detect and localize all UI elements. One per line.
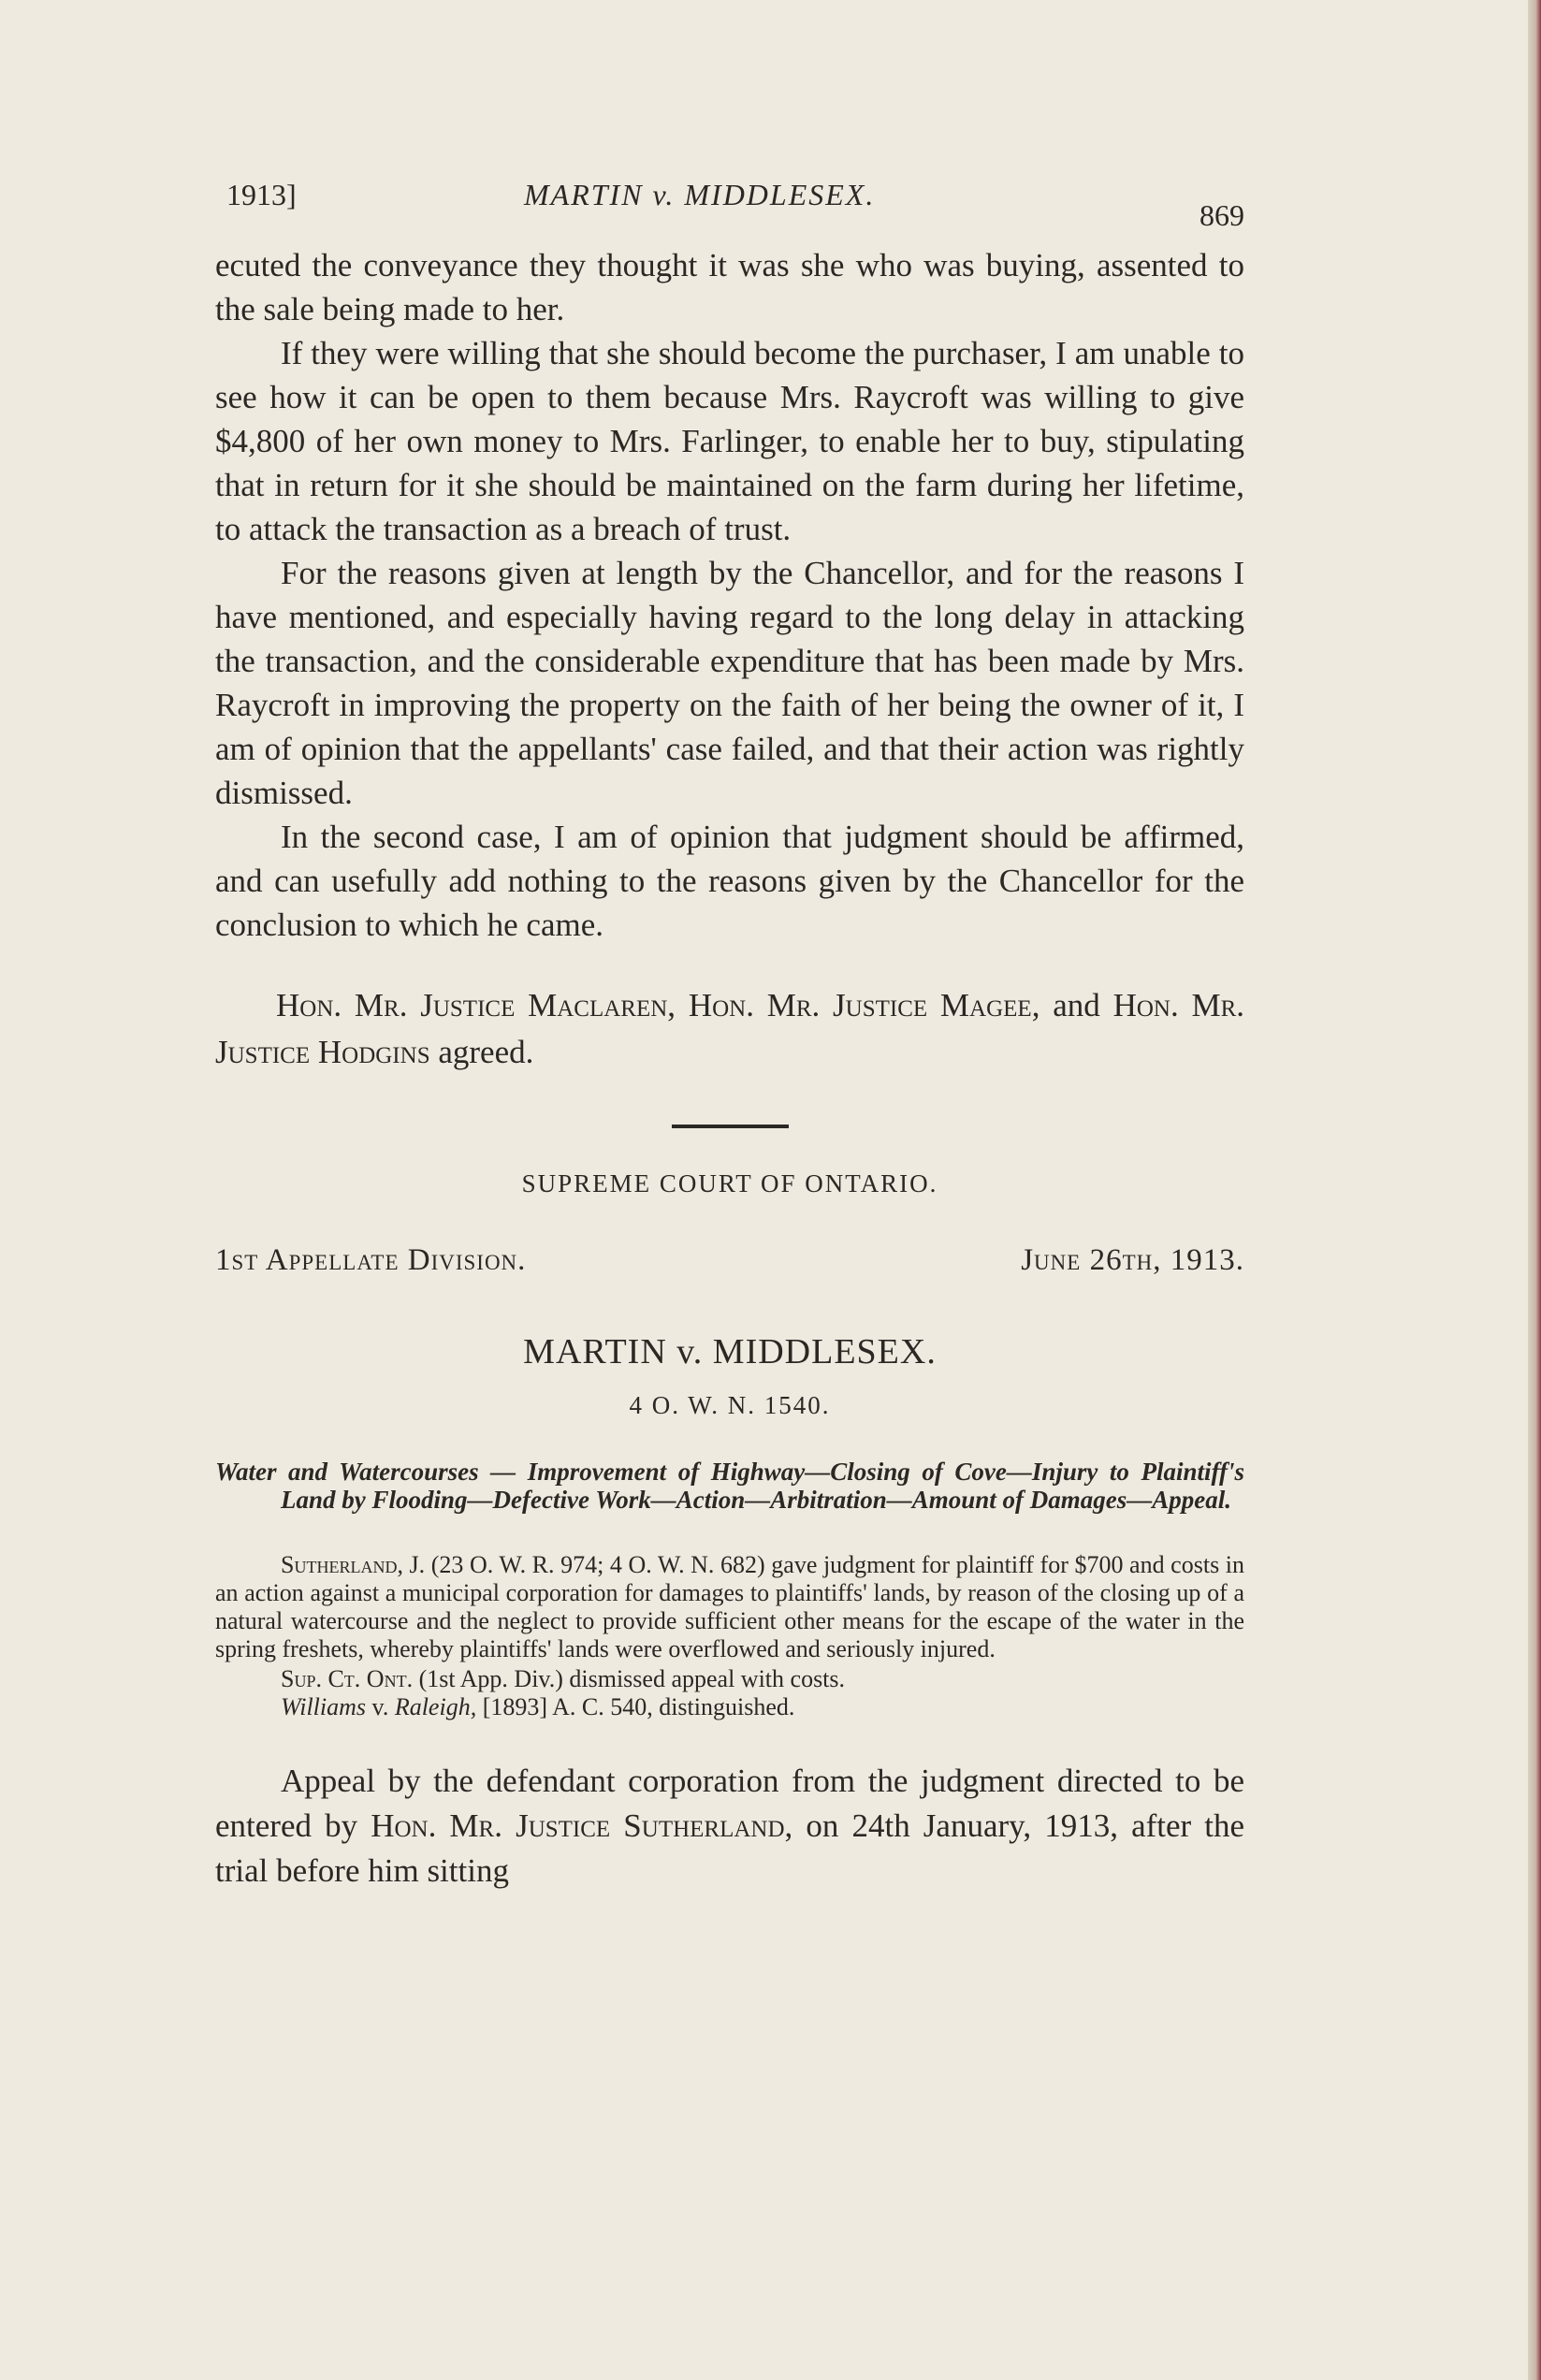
body-paragraph: In the second case, I am of opinion that judgment should be affirmed, and can usefully add nothing to the reasons given by the Chancellor for the conclusion to which he came. — [215, 819, 1244, 943]
book-page — [215, 178, 1244, 1894]
cited-case-party1: Williams — [281, 1693, 367, 1720]
holding-court: Sup. Ct. Ont. — [281, 1665, 414, 1692]
appeal-paragraph — [215, 1759, 1244, 1894]
page-number: 869 — [1199, 198, 1244, 232]
summary-judge: Sutherland, J. — [281, 1551, 426, 1578]
case-title: MARTIN v. MIDDLESEX. — [523, 1332, 937, 1371]
appeal-judge: Hon. Mr. Justice Sutherland, — [371, 1807, 793, 1844]
body-paragraph: If they were willing that she should become the purchaser, I am unable to see how it can be open to them because Mrs. Raycroft was willing to give $4,800 of her own money to Mrs. Farlinger, to enable her to buy, stipulating that in return for it she should be maintained on the farm during her lifetime, to attack the transaction as a breach of trust. — [215, 335, 1244, 547]
case-holding — [215, 1665, 1244, 1721]
agreed-judges-2: Hon. Mr. Justice Hodgins — [215, 987, 1245, 1070]
case-summary — [215, 1551, 1244, 1663]
court-name: SUPREME COURT OF ONTARIO. — [521, 1169, 938, 1197]
running-head — [215, 178, 1244, 243]
division-row — [215, 1243, 1244, 1299]
agreed-judges-1: Hon. Mr. Justice Maclaren, Hon. Mr. Justice Magee, — [276, 987, 1040, 1023]
running-head-title: MARTIN v. MIDDLESEX. — [524, 178, 876, 211]
cited-case-party2: Raleigh, — [394, 1693, 477, 1720]
agreed-and: and — [1053, 987, 1100, 1023]
cited-case-ref: [1893] A. C. 540, distinguished. — [482, 1693, 795, 1720]
cited-case-v: v. — [371, 1693, 389, 1720]
running-head-year: 1913] — [226, 178, 297, 211]
judges-agreed — [215, 982, 1244, 1076]
page-edge — [1528, 0, 1541, 2380]
appeal-start: Appeal by the defendant corporation from the judgment directed to be entered by — [215, 1763, 1244, 1844]
division-name: 1st Appellate Division. — [215, 1243, 527, 1277]
appeal-end: on 24th January, 1913, after the trial before him sitting — [215, 1807, 1245, 1889]
body-paragraph: For the reasons given at length by the Chancellor, and for the reasons I have mentioned, and especially having regard to the long delay in attacking the transaction, and the considerable expenditure that has been made by Mrs. Raycroft in improving the property on the faith of her being the owner of it, I am of opinion that the appellants' case failed, and that their action was rightly dismissed. — [215, 555, 1244, 811]
agreed-end: agreed. — [438, 1034, 534, 1070]
summary-text: (23 O. W. R. 974; 4 O. W. N. 682) gave judgment for plaintiff for $700 and costs in an action against a municipal corporation for damages to plaintiffs' lands, by reason of the closing up of a natural watercourse and the neglect to provide sufficient other means for the escape of the water in the spring freshets, whereby plaintiffs' lands were overflowed and seriously injured. — [215, 1551, 1244, 1662]
body-paragraph: ecuted the conveyance they thought it was she who was buying, assented to the sale being made to her. — [215, 247, 1244, 327]
headnote: Water and Watercourses — Improvement of Highway—Closing of Cove—Injury to Plaintiff's Land by Flooding—Defective Work—Action—Arbitration—Amount of Damages—Appeal. — [215, 1458, 1244, 1514]
case-citation: 4 O. W. N. 1540. — [629, 1391, 831, 1419]
holding-text: (1st App. Div.) dismissed appeal with costs. — [418, 1665, 846, 1692]
decision-date: June 26th, 1913. — [1021, 1243, 1244, 1277]
section-divider — [672, 1125, 789, 1128]
